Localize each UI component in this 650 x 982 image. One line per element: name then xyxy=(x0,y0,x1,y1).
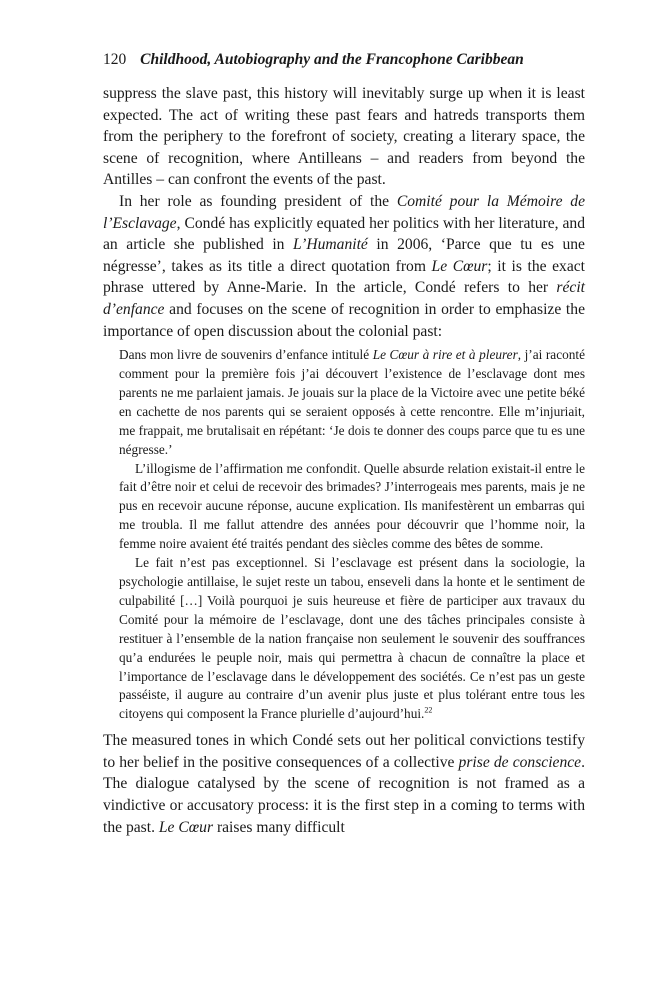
running-title: Childhood, Autobiography and the Francophone Caribbean xyxy=(140,51,524,68)
newspaper-title: L’Humanité xyxy=(293,236,368,254)
quote-paragraph-1 xyxy=(119,346,585,459)
block-quotation xyxy=(119,346,585,724)
book-title: Le Cœur xyxy=(158,818,214,836)
french-term: prise de conscience xyxy=(458,753,582,771)
paragraph-2-text: and focuses on the scene of recognition in order to emphasize the importance of open discussion about the colonial past: xyxy=(103,300,585,340)
paragraph-2-text: ; it is the exact phrase uttered by Anne-Marie. In the article, Condé refers to her xyxy=(103,257,586,297)
quote-text: , j’ai raconté comment pour la première fois j’ai découvert l’existence de l’esclavage dont mes parents ne me parlaient jamais. Je jouais sur la place de la Victoire avec une petite béké en cachette de nos parents qui se seraient opposés à cette rencontre. Elle m’injuriait, me frappait, me brutalisait en répétant: ‘Je dois te donner des coups parce que tu es une négresse.’ xyxy=(119,347,585,457)
paragraph-3 xyxy=(103,730,585,838)
quote-text: Dans mon livre de souvenirs d’enfance intitulé xyxy=(119,347,373,363)
paragraph-3-text: . The dialogue catalysed by the scene of recognition is not framed as a vindictive or accusatory process: it is the first step in a coming to terms with the past. xyxy=(103,753,585,836)
paragraph-2-text: in 2006, ‘Parce que tu es une négresse’, takes as its title a direct quotation from xyxy=(103,236,585,275)
genre-term: récit d’enfance xyxy=(103,279,585,318)
book-page xyxy=(103,50,585,838)
paragraph-2 xyxy=(103,191,585,342)
paragraph-1: suppress the slave past, this history will inevitably surge up when it is least expected. The act of writing these past fears and hatreds transports them from the periphery to the forefront of society, creating a literary space, the scene of recognition, where Antilleans – and readers from beyond the Antilles – can confront the events of the past. xyxy=(103,85,585,189)
quote-paragraph-3 xyxy=(119,554,585,724)
quote-text: Le fait n’est pas exceptionnel. Si l’esclavage est présent dans la sociologie, la psychologie antillaise, le sujet reste un tabou, enseveli dans la honte et le sentiment de culpabilité […] Voilà pourquoi je suis heureuse et fière de participer aux travaux du Comité pour la mémoire de l’esclavage, dont une des tâches principales consiste à restituer à l’ensemble de la nation française non seulement le souvenir des souffrances qu’a endurées le peuple noir, mais qui permettra à chacun de connaître la place et l’importance de l’esclavage dans le développement des sociétés. Ce n’est pas un geste passéiste, il augure au contraire d’un avenir plus juste et plus tolérant entre tous les citoyens qui composent la France plurielle d’aujourd’hui. xyxy=(119,555,585,722)
paragraph-3-text: The measured tones in which Condé sets out her political convictions testify to her belief in the positive consequences of a collective xyxy=(103,732,585,771)
running-header xyxy=(103,50,585,70)
quote-paragraph-2: L’illogisme de l’affirmation me confondit. Quelle absurde relation existait-il entre le fait d’être noir et celui de recevoir des brimades? J’interrogeais mes parents, mais je ne pus en recevoir aucune réponse, aucune explication. Ils manifestèrent un embarras qui me troubla. Il me fallut attendre des années pour découvrir que l’homme noir, la femme noire avaient été traités pendant des siècles comme des bêtes de somme. xyxy=(119,460,585,552)
paragraph-2-text: , Condé has explicitly equated her politics with her literature, and an article she published in xyxy=(103,214,585,254)
footnote-marker[interactable]: 22 xyxy=(424,705,433,715)
paragraph-2-text: In her role as founding president of the xyxy=(119,192,397,210)
quoted-book-title: Le Cœur à rire et à pleurer xyxy=(372,347,518,363)
book-title: Le Cœur xyxy=(431,257,488,275)
committee-name: Comité pour la Mémoire de l’Esclavage xyxy=(103,192,585,232)
paragraph-3-text: raises many difficult xyxy=(213,818,345,836)
page-number: 120 xyxy=(103,51,127,68)
